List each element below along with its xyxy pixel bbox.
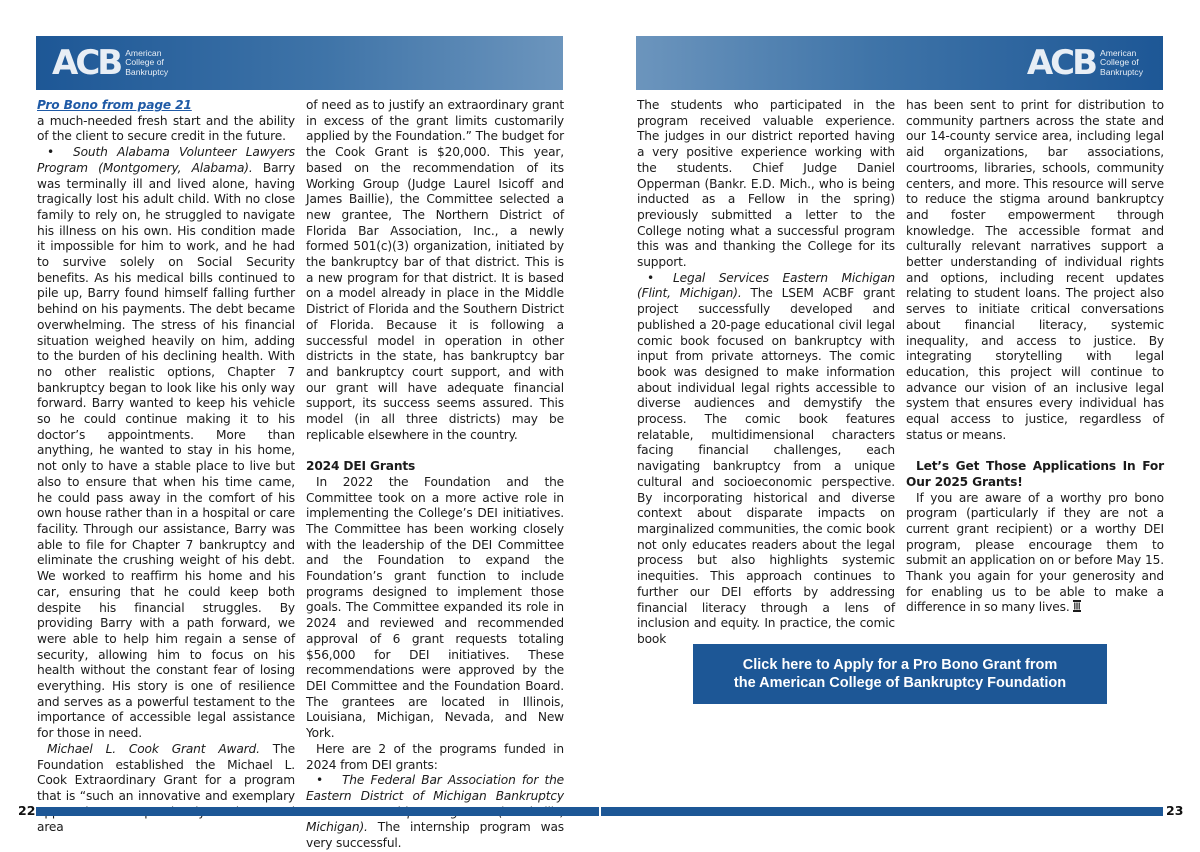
- paragraph: [906, 491, 1164, 617]
- paragraph: of need as to justify an extraordinary grant in excess of the grant limits customarily applied by the Foundation.” The budget for the Cook Grant is $20,000. This year, based on the recommendation of its Working Group (Judge Laurel Isicoff and James Baillie), the Committee selected a new grantee, The Northern District of Florida Bar Association, Inc., a newly formed 501(c)(3) organization, initiated by the bankruptcy bar of that district. This is a new program for that district. It is based on a model already in place in the Middle District of Florida and the Southern District of Florida. Because it is following a successful model in operation in other districts in the state, has bankruptcy bar and bankruptcy court support, and with our grant will have adequate financial support, its success seems assured. This model (in all three districts) may be replicable elsewhere in the country.: [306, 98, 564, 442]
- page-number-left: 22: [18, 803, 36, 818]
- spacer: [906, 443, 1164, 459]
- bullet-paragraph: [637, 271, 895, 648]
- article-column-3: [637, 98, 895, 648]
- apply-grant-button[interactable]: [693, 644, 1107, 704]
- logo-line: American: [125, 47, 162, 58]
- award-title: Michael L. Cook Grant Award.: [47, 741, 260, 756]
- paragraph-body: If you are aware of a worthy pro bono program (particularly if they are not a current grant recipient) or a worthy DEI program, please encourage them to submit an application on or before May 15. Thank you again for your generosity and for enabling us to be able to make a difference in so many lives.: [906, 490, 1164, 615]
- end-mark-column-icon: [1073, 600, 1081, 612]
- article-column-1: [37, 98, 295, 836]
- header-banner-left: [36, 36, 563, 90]
- paragraph: [37, 742, 295, 836]
- cta-line: Click here to Apply for a Pro Bono Grant from: [742, 657, 1058, 673]
- logo-line: College of: [125, 57, 164, 68]
- logo-line: American: [1100, 47, 1137, 58]
- acb-logo: [52, 43, 168, 83]
- paragraph: In 2022 the Foundation and the Committee took on a more active role in implementing the College’s DEI initiatives. The Committee has been working closely with the leadership of the DEI Committee and the Foundation to expand the Foundation’s grant function to include programs designed to implement those goals. The Committee expanded its role in 2024 and reviewed and recommended approval of 6 grant requests totaling $56,000 for DEI initiatives. These recommendations were approved by the DEI Committee and the Foundation Board. The grantees are located in Illinois, Louisiana, Michigan, Nevada, and New York.: [306, 474, 564, 741]
- logo-mark: ACB: [52, 43, 121, 83]
- logo-wordmark: [1100, 49, 1143, 78]
- program-title: Legal Services Eastern Michigan (Flint, Michigan).: [637, 270, 895, 301]
- section-heading: Let’s Get Those Applications In For Our 2025 Grants!: [906, 459, 1164, 489]
- cta-line: the American College of Bankruptcy Foundation: [733, 675, 1067, 691]
- paragraph: has been sent to print for distribution to community partners across the state and our 14-county service area, including legal aid organizations, bar associations, courtrooms, libraries, schools, community centers, and more. This resource will serve to reduce the stigma around bankruptcy and foster empowerment through knowledge. The accessible format and culturally relevant narratives support a better understanding of individual rights and options, including recent updates relating to student loans. The project also serves to initiate critical conversations about financial literacy, systemic inequality, and access to justice. By integrating storytelling with legal education, this project will continue to advance our vision of an inclusive legal system that ensures every individual has equal access to justice, regardless of status or means.: [906, 98, 1164, 442]
- continued-from-link[interactable]: Pro Bono from page 21: [37, 98, 192, 112]
- program-title: South Alabama Volunteer Lawyers Program (Montgomery, Alabama).: [37, 145, 295, 175]
- section-heading: 2024 DEI Grants: [306, 459, 416, 474]
- paragraph-body: The LSEM ACBF grant project successfully developed and published a 20-page educational civil legal comic book focused on bankruptcy with input from private attorneys. The comic book was designed to make information about individual legal rights accessible to diverse audiences and demystify the process. The comic book features relatable, multidimensional characters facing financial challenges, each navigating bankruptcy from a unique cultural and socioeconomic perspective. By incorporating historical and diverse context about disparate impacts on marginalized communities, the comic book not only educates readers about the legal process but also highlights systemic inequities. This approach continues to further our DEI efforts by addressing financial literacy through a lens of inclusion and equity. In practice, the comic book: [637, 286, 895, 646]
- article-column-2: [306, 98, 564, 852]
- paragraph: Here are 2 of the programs funded in 2024 from DEI grants:: [306, 741, 564, 772]
- paragraph-body: The internship program was very successful.: [306, 820, 564, 851]
- logo-line: Bankruptcy: [125, 66, 169, 77]
- acb-logo: [1027, 43, 1143, 83]
- logo-wordmark: [125, 49, 168, 78]
- bullet-paragraph: [37, 145, 295, 742]
- paragraph-body: Barry was terminally ill and lived alone, having tragically lost his adult child. With no close family to rely on, he struggled to navigate his illness on his own. His condition made it impossible for him to work, and he had to survive solely on Social Security benefits. As his medical bills continued to pile up, Barry found himself falling further behind on his payments. The debt became overwhelming. The stress of his financial situation weighed heavily on him, adding to the burden of his declining health. With no other realistic options, Chapter 7 bankruptcy began to look like his only way forward. Barry wanted to keep his vehicle so he could continue making it to his doctor’s appointments. More than anything, he wanted to stay in his home, not only to have a stable place to live but also to ensure that when his time came, he could pass away in the comfort of his own house rather than in a hospital or care facility. Through our assistance, Barry was able to file for Chapter 7 bankruptcy and eliminate the crushing weight of his debt. We worked to reaffirm his home and his car, ensuring that he could keep both despite his financial struggles. By providing Barry with a path forward, we were able to help him regain a sense of security, allowing him to focus on his health without the constant fear of losing everything. His story is one of resilience and serves as a powerful testament to the importance of accessible legal assistance for those in need.: [37, 160, 296, 741]
- program-title: The Federal Bar Association for the Eastern District of Michigan Bankruptcy Michigan).: [306, 773, 564, 835]
- footer-bar-left: [36, 807, 599, 816]
- paragraph: The students who participated in the program received valuable experience. The judges in our district reported having a very positive experience working with the students. Chief Judge Daniel Opperman (Bankr. E.D. Mich., who is being inducted as a Fellow in the spring) previously submitted a letter to the College noting what a successful program this was and thanking the College for its support.: [637, 98, 895, 270]
- bullet-marker: •: [316, 773, 324, 788]
- page-number-right: 23: [1166, 803, 1184, 818]
- footer-bar-right: [601, 807, 1163, 816]
- paragraph: a much-needed fresh start and the ability of the client to secure credit in the future.: [37, 113, 295, 144]
- article-column-4: [906, 98, 1164, 616]
- logo-mark: ACB: [1026, 43, 1095, 83]
- logo-line: Bankruptcy: [1100, 66, 1143, 77]
- spacer: [306, 443, 564, 459]
- bullet-marker: •: [47, 145, 55, 160]
- paragraph-body: The Foundation established the Michael L. Cook Extraordinary Grant for a program that is “such an innovative and exemplary area: [37, 741, 295, 835]
- header-banner-right: [636, 36, 1163, 90]
- bullet-marker: •: [647, 270, 655, 285]
- logo-line: College of: [1100, 57, 1139, 68]
